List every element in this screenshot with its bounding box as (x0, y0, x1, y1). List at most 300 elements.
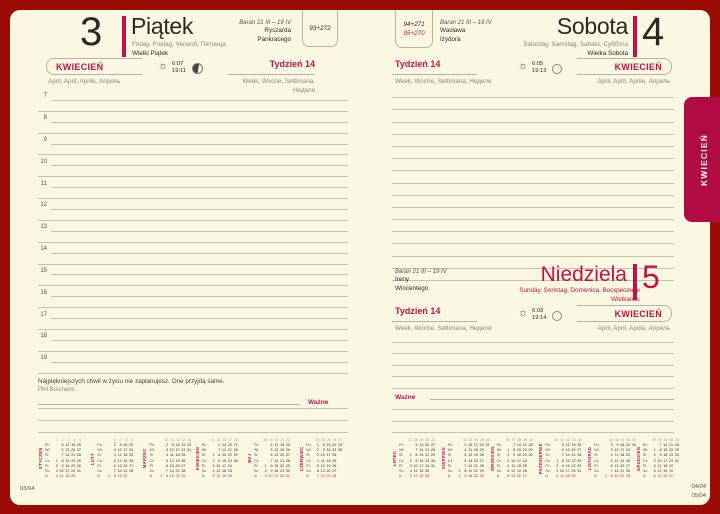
hour-label: 18 (40, 333, 47, 340)
day-number-cell: 3 (507, 458, 510, 463)
left-page-ref: 03/04 (20, 486, 35, 492)
day-number-cell: 7 (513, 443, 516, 448)
note-line (392, 244, 674, 256)
day-number-cell: 24 (668, 458, 674, 463)
day-number-cell: 8 (218, 453, 221, 458)
week-number-cell: 14 (210, 438, 215, 442)
week-number-cell: 16 (222, 438, 227, 442)
day-number-cell: 19 (473, 453, 478, 458)
week-number-cell: 23 (315, 438, 319, 442)
day-number-cell: 17 (516, 458, 521, 463)
day-number-cell: 31 (187, 448, 192, 453)
day-number-cell (81, 474, 87, 479)
day-abbrev-cell: Pt (253, 463, 258, 468)
day-number-cell: 25 (668, 463, 674, 468)
note-line (392, 399, 674, 410)
day-number-cell: 22 (175, 473, 180, 478)
week-number-cell: 19 (268, 438, 273, 442)
day-number-cell: 16 (221, 458, 227, 463)
day-number-cell: 31 (674, 458, 679, 463)
day-abbrev-cell: Cz (545, 458, 550, 463)
day-number-cell: 23 (522, 453, 527, 458)
day-abbrev-cell: N (306, 473, 309, 478)
day-abbrev-cell: N (253, 473, 257, 478)
note-line (392, 123, 674, 135)
day-number-cell: 21 (71, 453, 76, 458)
day-number-cell: 3 (264, 473, 267, 478)
day-number-cell: 16 (468, 473, 473, 478)
day-number-cell: 20 (280, 453, 285, 458)
day-number-cell: 22 (668, 448, 674, 453)
day-number-cell: 24 (626, 448, 631, 453)
day-number-cell: 7 (415, 448, 418, 453)
day-number-cell: 12 (274, 448, 279, 453)
half-hour-row (38, 145, 348, 156)
day-number-cell: 13 (117, 463, 122, 468)
day-number-cell: 1 (107, 473, 111, 478)
day-number-cell: 7 (113, 468, 116, 473)
day-number-cell: 11 (216, 468, 221, 473)
day-number-cell: 16 (419, 458, 424, 463)
right-important-label: Ważne (395, 394, 416, 401)
day-number-cell: 9 (61, 463, 64, 468)
day-number-cell: 5 (316, 463, 319, 468)
day-number-cell: 22 (227, 453, 232, 458)
day-number-cell: 14 (565, 453, 570, 458)
saturday-sun-times (532, 61, 547, 74)
day-number-cell: 9 (270, 468, 273, 473)
day-number-cell: 10 (117, 448, 122, 453)
week-number-cell: 24 (321, 438, 325, 442)
day-number-cell: 30 (674, 453, 679, 458)
mini-calendar-month-name: LUTY (90, 452, 96, 465)
day-number-cell: 5 (166, 458, 169, 463)
note-line (392, 171, 674, 183)
day-number-cell: 7 (166, 468, 169, 473)
day-number-cell: 2 (556, 463, 559, 468)
day-number-cell: 28 (332, 473, 337, 478)
day-abbrev-cell: Pt (201, 463, 206, 468)
day-number-cell: 9 (322, 448, 325, 453)
day-number-cell: 26 (626, 458, 631, 463)
week-number-cell: 26 (332, 438, 337, 442)
day-number-cell: 21 (280, 458, 285, 463)
mini-calendar-month-name: PAŹDZIERNIK (538, 443, 544, 475)
day-number-cell: 30 (76, 463, 81, 468)
day-abbrev-cell: So (642, 468, 648, 473)
day-number-cell: 19 (620, 458, 625, 463)
day-number-cell: 4 (316, 458, 319, 463)
day-number-cell: 7 (61, 453, 64, 458)
day-number-cell: 9 (513, 453, 516, 458)
day-number-cell: 12 (565, 443, 570, 448)
mini-calendar-grid (642, 438, 685, 479)
day-abbrev-cell: N (642, 473, 646, 478)
left-day-name: Piątek (131, 13, 194, 39)
day-number-cell: 29 (233, 453, 238, 458)
day-number-cell: 3 (55, 468, 58, 473)
left-sun-times (172, 61, 186, 74)
day-number-cell: 7 (659, 443, 662, 448)
day-number-cell: 24 (129, 448, 134, 453)
day-number-cell: 4 (653, 463, 656, 468)
day-number-cell: 4 (610, 453, 613, 458)
day-number-cell: 31 (285, 473, 290, 478)
day-number-cell: 23 (129, 443, 134, 448)
day-number-cell: 14 (117, 468, 122, 473)
week-number-cell: 30 (425, 438, 430, 442)
week-number-cell: 33 (468, 438, 473, 442)
note-line (392, 331, 674, 343)
mini-calendar-month-name: LISTOPAD (587, 446, 593, 471)
day-number-cell: 14 (516, 443, 521, 448)
day-abbrev-cell: Cz (45, 458, 50, 463)
day-number-cell: 3 (409, 463, 412, 468)
sun-icon: ☼ (518, 60, 529, 72)
day-number-cell: 16 (663, 453, 668, 458)
day-abbrev-cell: Wt (545, 448, 550, 453)
day-abbrev-cell: Pt (306, 463, 310, 468)
day-number-cell: 11 (274, 443, 279, 448)
week-number-cell: 48 (626, 438, 631, 442)
day-number-cell: 2 (507, 453, 510, 458)
day-abbrev-cell: Wt (642, 448, 648, 453)
left-day-holiday-note: Wielki Piątek (132, 50, 169, 57)
day-number-cell: 12 (511, 468, 516, 473)
day-number-cell: 1 (160, 473, 163, 478)
saturday-week-label: Tydzień 14 (395, 59, 441, 69)
day-number-cell: 18 (123, 453, 128, 458)
day-number-cell: 22 (280, 463, 285, 468)
day-number-cell: 18 (280, 443, 285, 448)
day-abbrev-cell: Wt (496, 448, 502, 453)
sunday-week-label: Tydzień 14 (395, 306, 441, 316)
mini-calendar (441, 438, 490, 479)
week-number-cell: 36 (486, 438, 490, 442)
hour-row (38, 243, 348, 254)
day-number-cell: 10 (511, 458, 516, 463)
day-number-cell: 4 (55, 473, 58, 478)
day-number-cell: 29 (181, 473, 186, 478)
week-number-cell: 49 (652, 438, 656, 442)
day-number-cell: 2 (113, 443, 116, 448)
week-number-cell: 40 (529, 438, 533, 442)
day-abbrev-cell: Cz (399, 458, 404, 463)
day-abbrev-cell: Pn (45, 443, 50, 448)
mini-calendar-grid (44, 438, 87, 479)
day-number-cell: 28 (430, 448, 435, 453)
day-abbrev-cell: So (306, 468, 311, 473)
day-number-cell: 8 (61, 458, 64, 463)
day-number-cell: 15 (419, 453, 424, 458)
day-number-cell: 21 (123, 468, 128, 473)
day-number-cell: 17 (663, 458, 668, 463)
hour-row (38, 177, 348, 188)
day-number-cell: 11 (657, 463, 662, 468)
day-number-cell: 3 (113, 448, 116, 453)
day-number-cell: 9 (464, 473, 467, 478)
day-number-cell: 11 (117, 453, 122, 458)
sunday-day-name: Niedziela (540, 263, 627, 286)
day-number-cell: 8 (561, 458, 564, 463)
day-number-cell: 20 (571, 448, 576, 453)
day-number-cell: 3 (212, 463, 215, 468)
sunday-zodiac-namedays (395, 268, 447, 293)
sunday-name-day-2: Wincentego (395, 284, 429, 292)
day-abbrev-cell: Pt (149, 463, 153, 468)
day-number-cell: 30 (479, 473, 484, 478)
left-sunset: 19:11 (172, 67, 187, 74)
day-abbrev-cell: So (496, 468, 502, 473)
day-number-cell: 26 (479, 453, 484, 458)
note-line (392, 410, 674, 421)
day-number-cell: 3 (166, 448, 169, 453)
week-number-cell: 15 (216, 438, 221, 442)
day-number-cell: 8 (166, 473, 169, 478)
day-abbrev-cell: Cz (642, 458, 648, 463)
day-number-cell: 10 (268, 473, 273, 478)
day-number-cell: 21 (668, 443, 674, 448)
half-hour-row (38, 101, 348, 112)
week-number-cell: 51 (663, 438, 668, 442)
half-hour-row (38, 341, 348, 352)
note-line (392, 220, 674, 232)
day-number-cell: 25 (227, 468, 232, 473)
day-number-cell: 25 (181, 453, 186, 458)
day-number-cell: 9 (561, 463, 564, 468)
week-number-cell: 18 (263, 438, 267, 442)
day-number-cell: 31 (577, 468, 582, 473)
day-number-cell: 27 (668, 473, 674, 478)
saturday-holiday-note: Wielka Sobota (587, 50, 628, 57)
day-number-cell: 14 (419, 448, 424, 453)
left-zodiac: Baran 21 III – 19 IV (239, 20, 291, 26)
day-number-cell: 15 (221, 453, 227, 458)
day-number-cell: 18 (473, 448, 478, 453)
day-abbrev-cell: Cz (253, 458, 259, 463)
day-number-cell: 4 (166, 453, 169, 458)
day-number-cell: 14 (274, 458, 279, 463)
day-number-cell: 4 (464, 448, 467, 453)
right-day-counter-box (395, 10, 433, 48)
left-day-counter-box (302, 10, 338, 47)
day-number-cell: 21 (326, 473, 331, 478)
half-hour-row (38, 123, 348, 134)
day-number-cell: 13 (274, 453, 279, 458)
week-number-cell: 41 (560, 438, 564, 442)
day-abbrev-cell: N (45, 473, 48, 478)
day-abbrev-cell: Cz (97, 458, 102, 463)
day-number-cell: 8 (513, 448, 516, 453)
day-number-cell: 29 (528, 448, 533, 453)
hour-label: 12 (40, 202, 47, 209)
day-number-cell: 12 (413, 473, 418, 478)
day-number-cell: 26 (668, 468, 674, 473)
day-number-cell: 28 (285, 458, 290, 463)
day-number-cell: 10 (657, 458, 662, 463)
week-number-cell: 28 (414, 438, 418, 442)
hour-row (38, 199, 348, 210)
note-line (392, 354, 674, 366)
week-number-cell: 50 (657, 438, 662, 442)
day-number-cell: 6 (415, 443, 418, 448)
day-number-cell: 29 (674, 448, 679, 453)
mini-calendar-grid (253, 438, 296, 479)
left-day-languages: Friday, Freitag, Venerdì, Пятница (132, 41, 226, 48)
day-number-cell: 28 (233, 448, 238, 453)
day-number-cell: 16 (565, 463, 570, 468)
day-number-cell: 13 (320, 468, 325, 473)
day-abbrev-cell: Wt (447, 448, 453, 453)
mini-calendar (247, 438, 296, 479)
hour-label: 10 (40, 158, 47, 165)
note-line (392, 184, 674, 196)
mini-calendar (636, 438, 685, 479)
day-number-cell: 4 (409, 468, 412, 473)
sunday-day-counter: 95+270 (403, 29, 425, 37)
week-number-cell: 38 (517, 438, 521, 442)
day-number-cell: 21 (571, 453, 576, 458)
week-number-cell: 31 (431, 438, 435, 442)
mini-calendar-grid (96, 438, 139, 479)
day-abbrev-cell: Śr (545, 453, 550, 458)
day-number-cell: 27 (577, 448, 582, 453)
day-number-cell: 8 (270, 463, 273, 468)
day-number-cell: 14 (320, 473, 325, 478)
day-abbrev-cell: Pt (97, 463, 101, 468)
day-number-cell: 13 (221, 443, 227, 448)
day-number-cell: 1 (458, 468, 461, 473)
day-number-cell: 27 (522, 473, 527, 478)
week-number-cell: 5 (79, 438, 81, 442)
week-number-cell: 39 (523, 438, 527, 442)
day-number-cell: 2 (653, 453, 656, 458)
mini-calendar-grid (398, 438, 441, 479)
hour-label: 17 (40, 311, 47, 318)
moon-phase-icon (552, 64, 562, 74)
day-number-cell: 18 (516, 463, 521, 468)
day-number-cell: 20 (620, 463, 625, 468)
day-number-cell: 28 (674, 443, 679, 448)
week-number-cell: 3 (67, 438, 70, 442)
day-number-cell: 13 (614, 463, 619, 468)
day-number-cell: 13 (65, 448, 70, 453)
day-number-cell: 20 (227, 443, 232, 448)
day-number-cell: 20 (326, 468, 331, 473)
day-number-cell: 25 (332, 458, 337, 463)
day-abbrev-cell: N (545, 473, 549, 478)
day-number-cell: 19 (123, 458, 128, 463)
day-number-cell: 17 (221, 463, 227, 468)
day-number-cell: 24 (479, 443, 484, 448)
week-number-cell: 25 (327, 438, 331, 442)
hour-label: 8 (43, 115, 47, 122)
day-number-cell: 23 (227, 458, 232, 463)
day-abbrev-cell: Śr (496, 453, 501, 458)
day-number-cell: 28 (577, 453, 582, 458)
hour-row (38, 90, 348, 101)
day-number-cell: 18 (65, 473, 70, 478)
day-number-cell: 11 (320, 458, 325, 463)
mini-calendar (392, 438, 441, 479)
day-number-cell: 6 (270, 453, 273, 458)
saturday-month-label: KWIECIEŃ (614, 61, 662, 72)
left-month-label: KWIECIEŃ (56, 61, 104, 72)
day-number-cell: 15 (468, 468, 473, 473)
week-number-cell: 27 (338, 438, 343, 442)
day-abbrev-cell: So (447, 468, 453, 473)
day-abbrev-cell: Śr (253, 453, 258, 458)
note-line (38, 397, 348, 409)
saturday-note-lines (392, 86, 674, 281)
day-number-cell: 18 (419, 468, 424, 473)
saturday-name-day-2: Izydora (440, 35, 461, 43)
saturday-day-counter: 94+271 (403, 20, 425, 28)
day-number-cell: 10 (413, 463, 418, 468)
day-number-cell: 11 (59, 473, 64, 478)
day-number-cell: 18 (565, 473, 570, 478)
day-number-cell: 29 (430, 453, 435, 458)
hour-row (38, 308, 348, 319)
day-number-cell: 7 (316, 473, 319, 478)
day-abbrev-cell: Wt (149, 448, 154, 453)
day-number-cell: 19 (280, 448, 285, 453)
day-number-cell: 6 (561, 448, 564, 453)
day-number-cell: 31 (485, 443, 490, 448)
day-number-cell: 23 (626, 443, 631, 448)
day-number-cell: 23 (332, 448, 337, 453)
week-number-cell: 35 (480, 438, 484, 442)
left-zodiac-namedays (188, 19, 291, 44)
left-sunrise: 6:07 (172, 61, 184, 67)
day-number-cell: 7 (464, 463, 467, 468)
week-number-cell: 27 (408, 438, 412, 442)
month-thumb-tab[interactable] (684, 97, 720, 222)
day-number-cell: 5 (270, 448, 273, 453)
day-number-cell: 20 (516, 473, 521, 478)
day-number-cell: 14 (169, 468, 174, 473)
day-abbrev-cell: Pn (399, 443, 404, 448)
day-number-cell: 24 (522, 458, 527, 463)
day-number-cell: 12 (614, 458, 619, 463)
saturday-month-bracket (577, 58, 672, 75)
day-number-cell: 30 (338, 448, 343, 453)
day-number-cell: 27 (332, 468, 337, 473)
day-number-cell: 26 (577, 443, 582, 448)
day-number-cell: 28 (76, 453, 81, 458)
day-abbrev-cell: Pn (545, 443, 550, 448)
day-number-cell: 26 (332, 463, 337, 468)
day-number-cell: 27 (129, 463, 134, 468)
sunday-note-lines (392, 331, 674, 389)
note-line (38, 421, 348, 433)
day-number-cell: 2 (264, 468, 267, 473)
day-number-cell: 23 (280, 468, 285, 473)
week-number-cell: 11 (170, 438, 174, 442)
day-number-cell: 24 (71, 468, 76, 473)
day-number-cell: 27 (181, 463, 186, 468)
day-number-cell: 6 (464, 458, 467, 463)
right-mini-calendars (392, 438, 679, 479)
day-number-cell: 15 (326, 443, 331, 448)
half-hour-row (38, 188, 348, 199)
day-number-cell: 4 (212, 468, 215, 473)
day-number-cell: 29 (626, 473, 631, 478)
day-abbrev-cell: Pn (201, 443, 207, 448)
saturday-separator-bar (633, 16, 637, 57)
day-number-cell: 22 (522, 448, 527, 453)
day-number-cell: 28 (479, 463, 484, 468)
